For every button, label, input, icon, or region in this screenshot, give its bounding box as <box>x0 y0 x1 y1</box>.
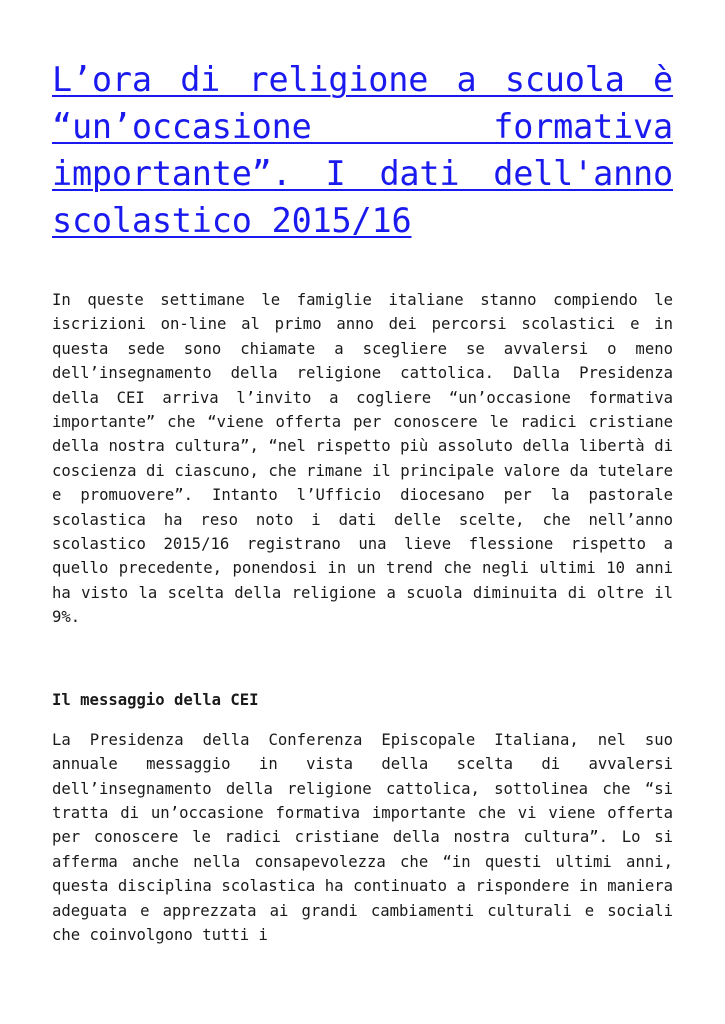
article-title-link[interactable]: L’ora di religione a scuola è “un’occasione formativa importante”. I dati dell'anno scolastico 2015/16 <box>52 60 673 240</box>
section-paragraph: La Presidenza della Conferenza Episcopale Italiana, nel suo annuale messaggio in vista della scelta di avvalersi dell’insegnamento della religione cattolica, sottolinea che “si tratta di un’occasione formativa importante che vi viene offerta per conoscere le radici cristiane della nostra cultura”. Lo si afferma anche nella consapevolezza che “in questi ultimi anni, questa disciplina scolastica ha continuato a rispondere in maniera adeguata e apprezzata ai grandi cambiamenti culturali e sociali che coinvolgono tutti i <box>52 730 673 944</box>
article-intro-paragraph: In queste settimane le famiglie italiane stanno compiendo le iscrizioni on-line al primo anno dei percorsi scolastici e in questa sede sono chiamate a scegliere se avvalersi o meno dell’insegnamento della religione cattolica. Dalla Presidenza della CEI arriva l’invito a cogliere “un’occasione formativa importante” che “viene offerta per conoscere le radici cristiane della nostra cultura”, “nel rispetto più assoluto della libertà di coscienza di ciascuno, che rimane il principale valore da tutelare e promuovere”. Intanto l’Ufficio diocesano per la pastorale scolastica ha reso noto i dati delle scelte, che nell’anno scolastico 2015/16 registrano una lieve flessione rispetto a quello precedente, ponendosi in un trend che negli ultimi 10 anni ha visto la scelta della religione a scuola diminuita di oltre il 9%. <box>52 291 673 627</box>
section-heading: Il messaggio della CEI <box>52 690 259 709</box>
article <box>52 56 673 947</box>
article-title <box>52 56 673 244</box>
